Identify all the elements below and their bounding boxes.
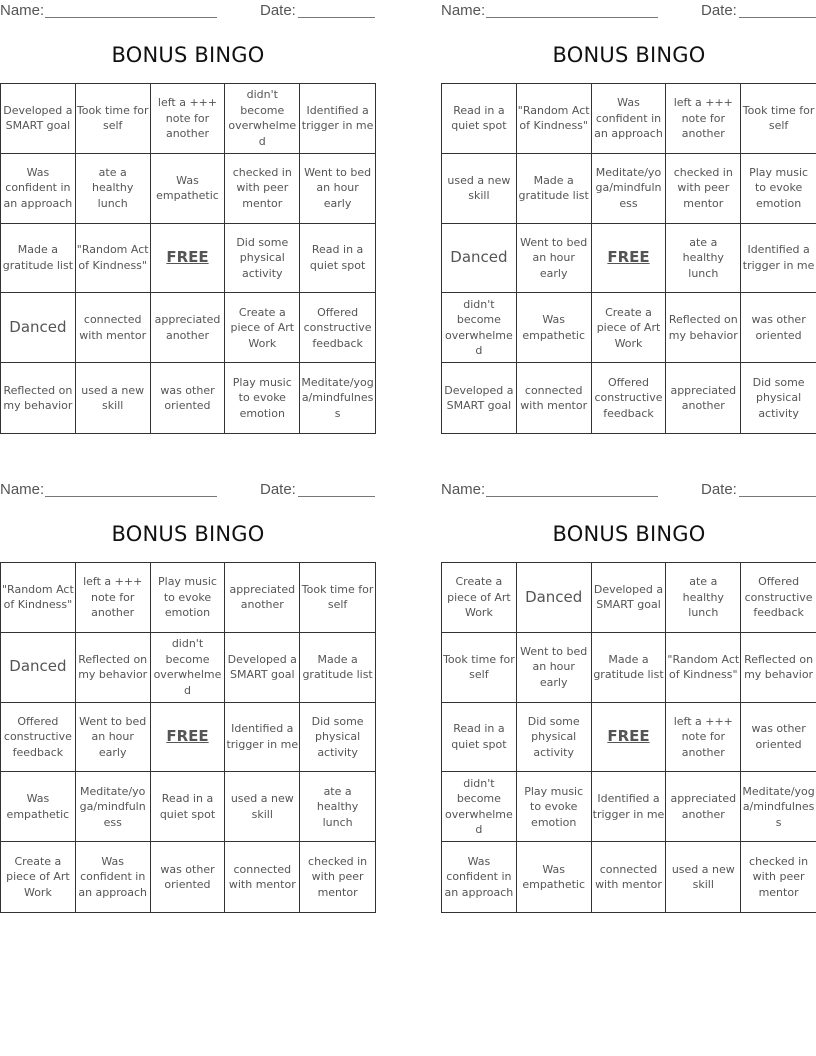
bingo-cell[interactable]: connected with mentor (76, 293, 151, 363)
name-date-row (0, 481, 376, 499)
bingo-cell[interactable]: Did some physical activity (752, 375, 805, 420)
bingo-cell[interactable]: Play music to evoke emotion (517, 772, 592, 842)
bingo-cell[interactable]: Went to bed an hour early (517, 224, 592, 294)
bingo-cell[interactable]: was other oriented (741, 293, 816, 363)
bingo-grid (441, 562, 816, 913)
name-blank-line[interactable] (486, 481, 658, 497)
date-blank-line[interactable] (739, 2, 816, 18)
bingo-cell[interactable]: Read in a quiet spot (300, 224, 375, 294)
bingo-grid (0, 83, 376, 434)
bingo-cell[interactable]: connected with mentor (592, 842, 667, 912)
bingo-cell[interactable]: Danced (517, 563, 592, 633)
bingo-cell[interactable]: Made a gratitude list (1, 224, 76, 294)
bingo-cell[interactable]: Was confident in an approach (442, 842, 517, 912)
bingo-cell[interactable]: ate a healthy lunch (666, 224, 741, 294)
bingo-cell[interactable]: "Random Act of Kindness" (517, 84, 592, 154)
bingo-cell[interactable]: left a +++ note for another (666, 703, 741, 773)
bingo-cell[interactable]: Create a piece of Art Work (592, 293, 667, 363)
bingo-cell[interactable]: Identified a trigger in me (300, 84, 375, 154)
bingo-cell[interactable]: checked in with peer mentor (666, 154, 741, 224)
bingo-cell[interactable]: didn't become overwhelmed (442, 293, 517, 363)
bingo-cell[interactable]: appreciated another (225, 563, 300, 633)
bingo-cell[interactable]: Danced (1, 633, 76, 703)
bingo-cell[interactable]: was other oriented (741, 703, 816, 773)
bingo-cell[interactable]: Was empathetic (517, 293, 592, 363)
bingo-cell[interactable]: Made a gratitude list (517, 154, 592, 224)
bingo-cell[interactable]: used a new skill (666, 842, 741, 912)
bingo-cell[interactable]: used a new skill (225, 772, 300, 842)
bingo-cell[interactable]: Play music to evoke emotion (741, 154, 816, 224)
bingo-cell[interactable]: "Random Act of Kindness" (666, 633, 741, 703)
bingo-cell[interactable]: Meditate/yoga/mindfulness (741, 772, 816, 842)
bingo-cell[interactable]: used a new skill (442, 154, 517, 224)
date-blank-line[interactable] (298, 2, 375, 18)
bingo-cell[interactable]: Took time for self (442, 633, 517, 703)
bingo-cell[interactable]: was other oriented (151, 363, 226, 433)
bingo-cell[interactable]: Made a gratitude list (592, 633, 667, 703)
bingo-grid (441, 83, 816, 434)
bingo-cell[interactable]: left a +++ note for another (666, 84, 741, 154)
card-title: BONUS BINGO (552, 522, 706, 546)
bingo-cell[interactable]: Reflected on my behavior (1, 363, 76, 433)
bingo-cell[interactable]: checked in with peer mentor (308, 854, 368, 899)
bingo-cell[interactable]: Offered constructive feedback (592, 363, 667, 433)
bingo-cell[interactable]: Read in a quiet spot (442, 84, 517, 154)
bingo-cell[interactable]: Was empathetic (517, 842, 592, 912)
card-title: BONUS BINGO (111, 43, 265, 67)
bingo-card-2 (441, 0, 816, 460)
bingo-cell[interactable]: checked in with peer mentor (749, 854, 809, 899)
bingo-cell[interactable]: "Random Act of Kindness" (76, 224, 151, 294)
bingo-cell[interactable]: Danced (442, 224, 517, 294)
bingo-cell[interactable]: appreciated another (666, 363, 741, 433)
bingo-cell[interactable]: Reflected on my behavior (741, 633, 816, 703)
bingo-cell[interactable]: Made a gratitude list (300, 633, 375, 703)
bingo-cell[interactable]: Offered constructive feedback (1, 703, 76, 773)
bingo-cell[interactable]: Developed a SMART goal (442, 363, 517, 433)
bingo-cell[interactable]: Read in a quiet spot (151, 772, 226, 842)
bingo-cell[interactable]: didn't become overwhelmed (442, 772, 517, 842)
bingo-cell[interactable]: didn't become overwhelmed (225, 84, 300, 154)
bingo-cell[interactable]: didn't become overwhelmed (151, 633, 226, 703)
bingo-cell[interactable]: Was confident in an approach (76, 842, 151, 912)
bingo-card-3 (0, 479, 376, 939)
bingo-cell[interactable]: Read in a quiet spot (442, 703, 517, 773)
bingo-cell[interactable]: Was empathetic (151, 154, 226, 224)
bingo-cell[interactable]: Danced (1, 293, 76, 363)
date-blank-line[interactable] (298, 481, 375, 497)
bingo-cell[interactable]: ate a healthy lunch (300, 772, 375, 842)
card-title: BONUS BINGO (552, 43, 706, 67)
bingo-cell[interactable]: Reflected on my behavior (76, 633, 151, 703)
bingo-cell[interactable]: Did some physical activity (300, 703, 375, 773)
date-label: Date: (701, 481, 737, 498)
bingo-cell[interactable]: was other oriented (151, 842, 226, 912)
bingo-cell[interactable]: Was empathetic (1, 772, 76, 842)
bingo-cell[interactable]: Took time for self (76, 84, 151, 154)
bingo-cell[interactable]: ate a healthy lunch (666, 563, 741, 633)
bingo-cell[interactable]: "Random Act of Kindness" (1, 563, 76, 633)
bingo-cell[interactable]: left a +++ note for another (76, 563, 151, 633)
bingo-cell[interactable]: Did some physical activity (517, 703, 592, 773)
bingo-cell[interactable]: Meditate/yoga/mindfulness (301, 375, 374, 420)
free-space-cell[interactable]: FREE (151, 224, 226, 294)
free-space-cell[interactable]: FREE (151, 703, 226, 773)
bingo-cell[interactable]: appreciated another (666, 772, 741, 842)
bingo-cell[interactable]: ate a healthy lunch (76, 154, 151, 224)
name-blank-line[interactable] (486, 2, 658, 18)
date-label: Date: (701, 2, 737, 19)
name-label: Name: (0, 481, 45, 498)
name-label: Name: (441, 2, 486, 19)
name-blank-line[interactable] (45, 2, 217, 18)
name-date-row (0, 2, 376, 20)
bingo-cell[interactable]: Reflected on my behavior (666, 293, 741, 363)
bingo-cell[interactable]: Offered constructive feedback (741, 563, 816, 633)
bingo-cell[interactable]: Play music to evoke emotion (225, 363, 300, 433)
bingo-grid (0, 562, 376, 913)
bingo-cell[interactable]: Create a piece of Art Work (1, 842, 76, 912)
bingo-cell[interactable]: Went to bed an hour early (517, 633, 592, 703)
bingo-cell[interactable]: Meditate/yoga/mindfulness (76, 772, 151, 842)
name-date-row (441, 481, 816, 499)
bingo-card-4 (441, 479, 816, 939)
bingo-cell[interactable]: connected with mentor (225, 842, 300, 912)
date-label: Date: (260, 481, 296, 498)
bingo-cell[interactable]: Went to bed an hour early (76, 703, 151, 773)
free-space-cell[interactable]: FREE (592, 224, 667, 294)
free-space-cell[interactable]: FREE (592, 703, 667, 773)
bingo-cell[interactable]: Create a piece of Art Work (225, 293, 300, 363)
bingo-card-1 (0, 0, 376, 460)
bingo-cell[interactable]: Developed a SMART goal (592, 563, 667, 633)
bingo-cell[interactable]: Offered constructive feedback (300, 293, 375, 363)
bingo-cell[interactable]: Was confident in an approach (1, 154, 76, 224)
bingo-cell[interactable]: Identified a trigger in me (225, 703, 300, 773)
name-date-row (441, 2, 816, 20)
bingo-cell[interactable]: Identified a trigger in me (592, 772, 667, 842)
name-blank-line[interactable] (45, 481, 217, 497)
bingo-cell[interactable]: Did some physical activity (225, 224, 300, 294)
bingo-cell[interactable]: Went to bed an hour early (300, 154, 375, 224)
bingo-cell[interactable]: connected with mentor (517, 363, 592, 433)
name-label: Name: (0, 2, 45, 19)
bingo-cell[interactable]: Identified a trigger in me (741, 224, 816, 294)
bingo-cell[interactable]: Developed a SMART goal (1, 84, 76, 154)
bingo-cell[interactable]: Took time for self (300, 563, 375, 633)
card-title: BONUS BINGO (111, 522, 265, 546)
name-label: Name: (441, 481, 486, 498)
date-label: Date: (260, 2, 296, 19)
bingo-cell[interactable]: Play music to evoke emotion (151, 563, 226, 633)
bingo-cell[interactable]: used a new skill (76, 363, 151, 433)
date-blank-line[interactable] (739, 481, 816, 497)
bingo-cell[interactable]: checked in with peer mentor (225, 154, 300, 224)
bingo-cell[interactable]: Create a piece of Art Work (442, 563, 517, 633)
bingo-cell[interactable]: left a +++ note for another (151, 84, 226, 154)
bingo-cell[interactable]: Was confident in an approach (592, 84, 667, 154)
bingo-cell[interactable]: Took time for self (741, 84, 816, 154)
bingo-cell[interactable]: appreciated another (151, 293, 226, 363)
bingo-cell[interactable]: Developed a SMART goal (225, 633, 300, 703)
bingo-cell[interactable]: Meditate/yoga/mindfulness (592, 154, 667, 224)
